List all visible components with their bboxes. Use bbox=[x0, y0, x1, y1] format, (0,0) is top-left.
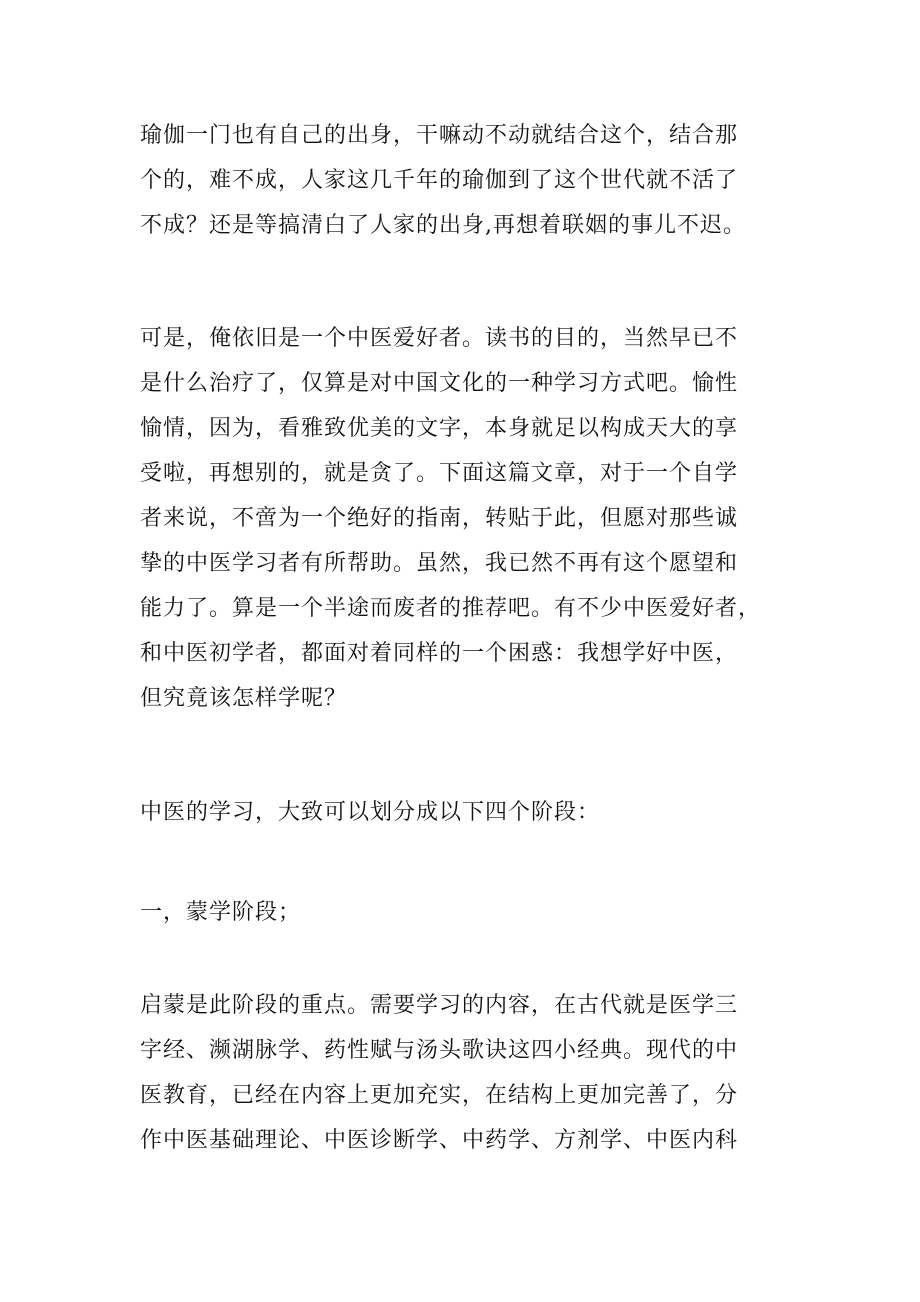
text-line: 是什么治疗了，仅算是对中国文化的一种学习方式吧。愉性 bbox=[140, 371, 739, 396]
text-line: 个的，难不成，人家这几千年的瑜伽到了这个世代就不活了 bbox=[140, 168, 739, 193]
text-line: 中医的学习，大致可以划分成以下四个阶段： bbox=[140, 800, 601, 825]
text-line: 但究竟该怎样学呢？ bbox=[140, 686, 348, 711]
section-heading-stage-one bbox=[140, 890, 800, 935]
paragraph-yoga-origin bbox=[140, 113, 800, 248]
text-line: 字经、濒湖脉学、药性赋与汤头歌诀这四小经典。现代的中 bbox=[140, 1038, 739, 1063]
text-line: 者来说，不啻为一个绝好的指南，转贴于此，但愿对那些诚 bbox=[140, 506, 739, 531]
text-line: 作中医基础理论、中医诊断学、中药学、方剂学、中医内科 bbox=[140, 1128, 739, 1153]
text-line: 能力了。算是一个半途而废者的推荐吧。有不少中医爱好者， bbox=[140, 596, 762, 621]
text-line: 愉情，因为，看雅致优美的文字，本身就足以构成天大的享 bbox=[140, 416, 739, 441]
text-line: 受啦，再想别的，就是贪了。下面这篇文章，对于一个自学 bbox=[140, 461, 739, 486]
text-line: 不成？还是等搞清白了人家的出身,再想着联姻的事儿不迟。 bbox=[140, 213, 746, 238]
text-line: 一，蒙学阶段； bbox=[140, 900, 302, 925]
text-line: 挚的中医学习者有所帮助。虽然，我已然不再有这个愿望和 bbox=[140, 551, 739, 576]
text-line: 医教育，已经在内容上更加充实，在结构上更加完善了，分 bbox=[140, 1083, 739, 1108]
text-line: 和中医初学者，都面对着同样的一个困惑：我想学好中医， bbox=[140, 641, 739, 666]
paragraph-enlightenment-stage bbox=[140, 983, 800, 1163]
text-line: 启蒙是此阶段的重点。需要学习的内容，在古代就是医学三 bbox=[140, 993, 739, 1018]
text-line: 瑜伽一门也有自己的出身，干嘛动不动就结合这个，结合那 bbox=[140, 123, 739, 148]
text-line: 可是，俺依旧是一个中医爱好者。读书的目的，当然早已不 bbox=[140, 326, 739, 351]
paragraph-tcm-enthusiast bbox=[140, 316, 800, 721]
paragraph-four-stages-intro bbox=[140, 790, 800, 835]
